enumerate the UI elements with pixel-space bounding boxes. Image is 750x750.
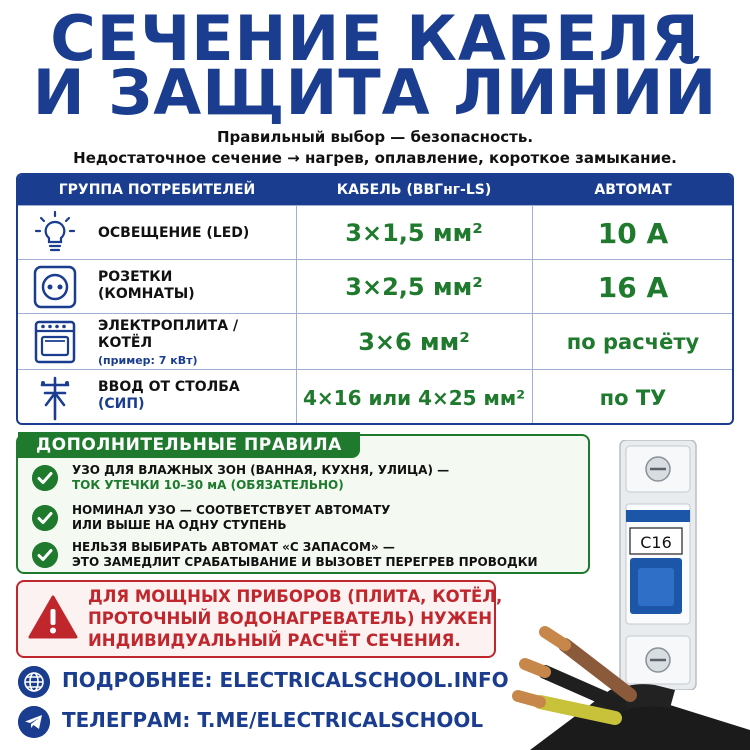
- header-cable: КАБЕЛЬ (ВВГнг-LS): [336, 182, 492, 198]
- warning-line-1: ДЛЯ МОЩНЫХ ПРИБОРОВ (ПЛИТА, КОТЁЛ,: [88, 587, 503, 606]
- warning-line-3: ИНДИВИДУАЛЬНЫЙ РАСЧЁТ СЕЧЕНИЯ.: [88, 631, 461, 650]
- stove-icon: [32, 319, 78, 365]
- row-note: (пример: 7 кВт): [98, 354, 198, 367]
- row-name-line-2: (КОМНАТЫ): [98, 286, 195, 302]
- rule-line-1: НЕЛЬЗЯ ВЫБИРАТЬ АВТОМАТ «С ЗАПАСОМ» —: [72, 540, 395, 554]
- rules-heading: ДОПОЛНИТЕЛЬНЫЕ ПРАВИЛА: [18, 432, 360, 458]
- cable-image: [470, 610, 750, 750]
- rule-line-1: НОМИНАЛ УЗО — СООТВЕТСТВУЕТ АВТОМАТУ: [72, 503, 391, 517]
- header-breaker: АВТОМАТ: [594, 182, 672, 198]
- row-breaker: по ТУ: [599, 386, 667, 410]
- table-row: [18, 313, 732, 370]
- check-icon: [32, 505, 58, 531]
- rule-line-2: ТОК УТЕЧКИ 10–30 мА (ОБЯЗАТЕЛЬНО): [72, 478, 344, 492]
- rule-line-1: УЗО ДЛЯ ВЛАЖНЫХ ЗОН (ВАННАЯ, КУХНЯ, УЛИЦА) —: [72, 463, 450, 477]
- check-icon: [32, 465, 58, 491]
- row-name-line-1: РОЗЕТКИ: [98, 269, 173, 285]
- row-cable: 3×6 мм²: [358, 328, 470, 356]
- row-cable: 3×2,5 мм²: [345, 273, 483, 301]
- rule-line-2: ИЛИ ВЫШЕ НА ОДНУ СТУПЕНЬ: [72, 518, 287, 532]
- row-breaker: 16 А: [597, 271, 669, 304]
- row-name: [98, 269, 195, 303]
- telegram-link-text[interactable]: ТЕЛЕГРАМ: T.ME/ELECTRICALSCHOOL: [62, 708, 484, 732]
- rule-text: [72, 463, 449, 493]
- socket-icon: [32, 264, 78, 310]
- row-name: ОСВЕЩЕНИЕ (LED): [98, 225, 250, 241]
- site-link-text[interactable]: ПОДРОБНЕЕ: ELECTRICALSCHOOL.INFO: [62, 668, 509, 692]
- row-name-line-2: КОТЁЛ: [98, 335, 153, 351]
- header-group: ГРУППА ПОТРЕБИТЕЛЕЙ: [58, 182, 256, 198]
- row-name-line-1: ЭЛЕКТРОПЛИТА /: [98, 318, 239, 334]
- row-name: [98, 318, 238, 369]
- row-name-line-1: ВВОД ОТ СТОЛБА: [98, 379, 240, 395]
- cable-table: [16, 173, 734, 425]
- table-header: [18, 175, 732, 205]
- main-title-line-2: И ЗАЩИТА ЛИНИЙ: [32, 56, 718, 129]
- power-pole-icon: [32, 375, 78, 421]
- rule-line-2: ЭТО ЗАМЕДЛИТ СРАБАТЫВАНИЕ И ВЫЗОВЕТ ПЕРЕГРЕВ ПРОВОДКИ: [72, 555, 538, 569]
- warning-triangle-icon: [28, 594, 78, 640]
- main-title-line-1: СЕЧЕНИЕ КАБЕЛЯ: [50, 2, 700, 75]
- row-cable: 3×1,5 мм²: [345, 219, 483, 247]
- row-name: [98, 379, 240, 413]
- row-breaker: 10 А: [597, 217, 669, 250]
- rule-text: [72, 503, 390, 533]
- telegram-icon: [18, 706, 50, 738]
- table-row: [18, 205, 732, 260]
- globe-icon: [18, 666, 50, 698]
- row-breaker: по расчёту: [566, 330, 700, 354]
- rule-text: [72, 540, 538, 570]
- warning-text: [88, 586, 502, 652]
- lightbulb-icon: [32, 210, 78, 256]
- row-name-line-2: (СИП): [98, 396, 145, 412]
- warning-line-2: ПРОТОЧНЫЙ ВОДОНАГРЕВАТЕЛЬ) НУЖЕН: [88, 609, 493, 628]
- breaker-label: C16: [640, 533, 672, 552]
- check-icon: [32, 542, 58, 568]
- row-cable: 4×16 или 4×25 мм²: [302, 386, 526, 410]
- table-row: [18, 259, 732, 314]
- subtitle-line-2: Недостаточное сечение → нагрев, оплавление, короткое замыкание.: [73, 149, 677, 167]
- subtitle-line-1: Правильный выбор — безопасность.: [216, 128, 534, 146]
- table-row: [18, 369, 732, 425]
